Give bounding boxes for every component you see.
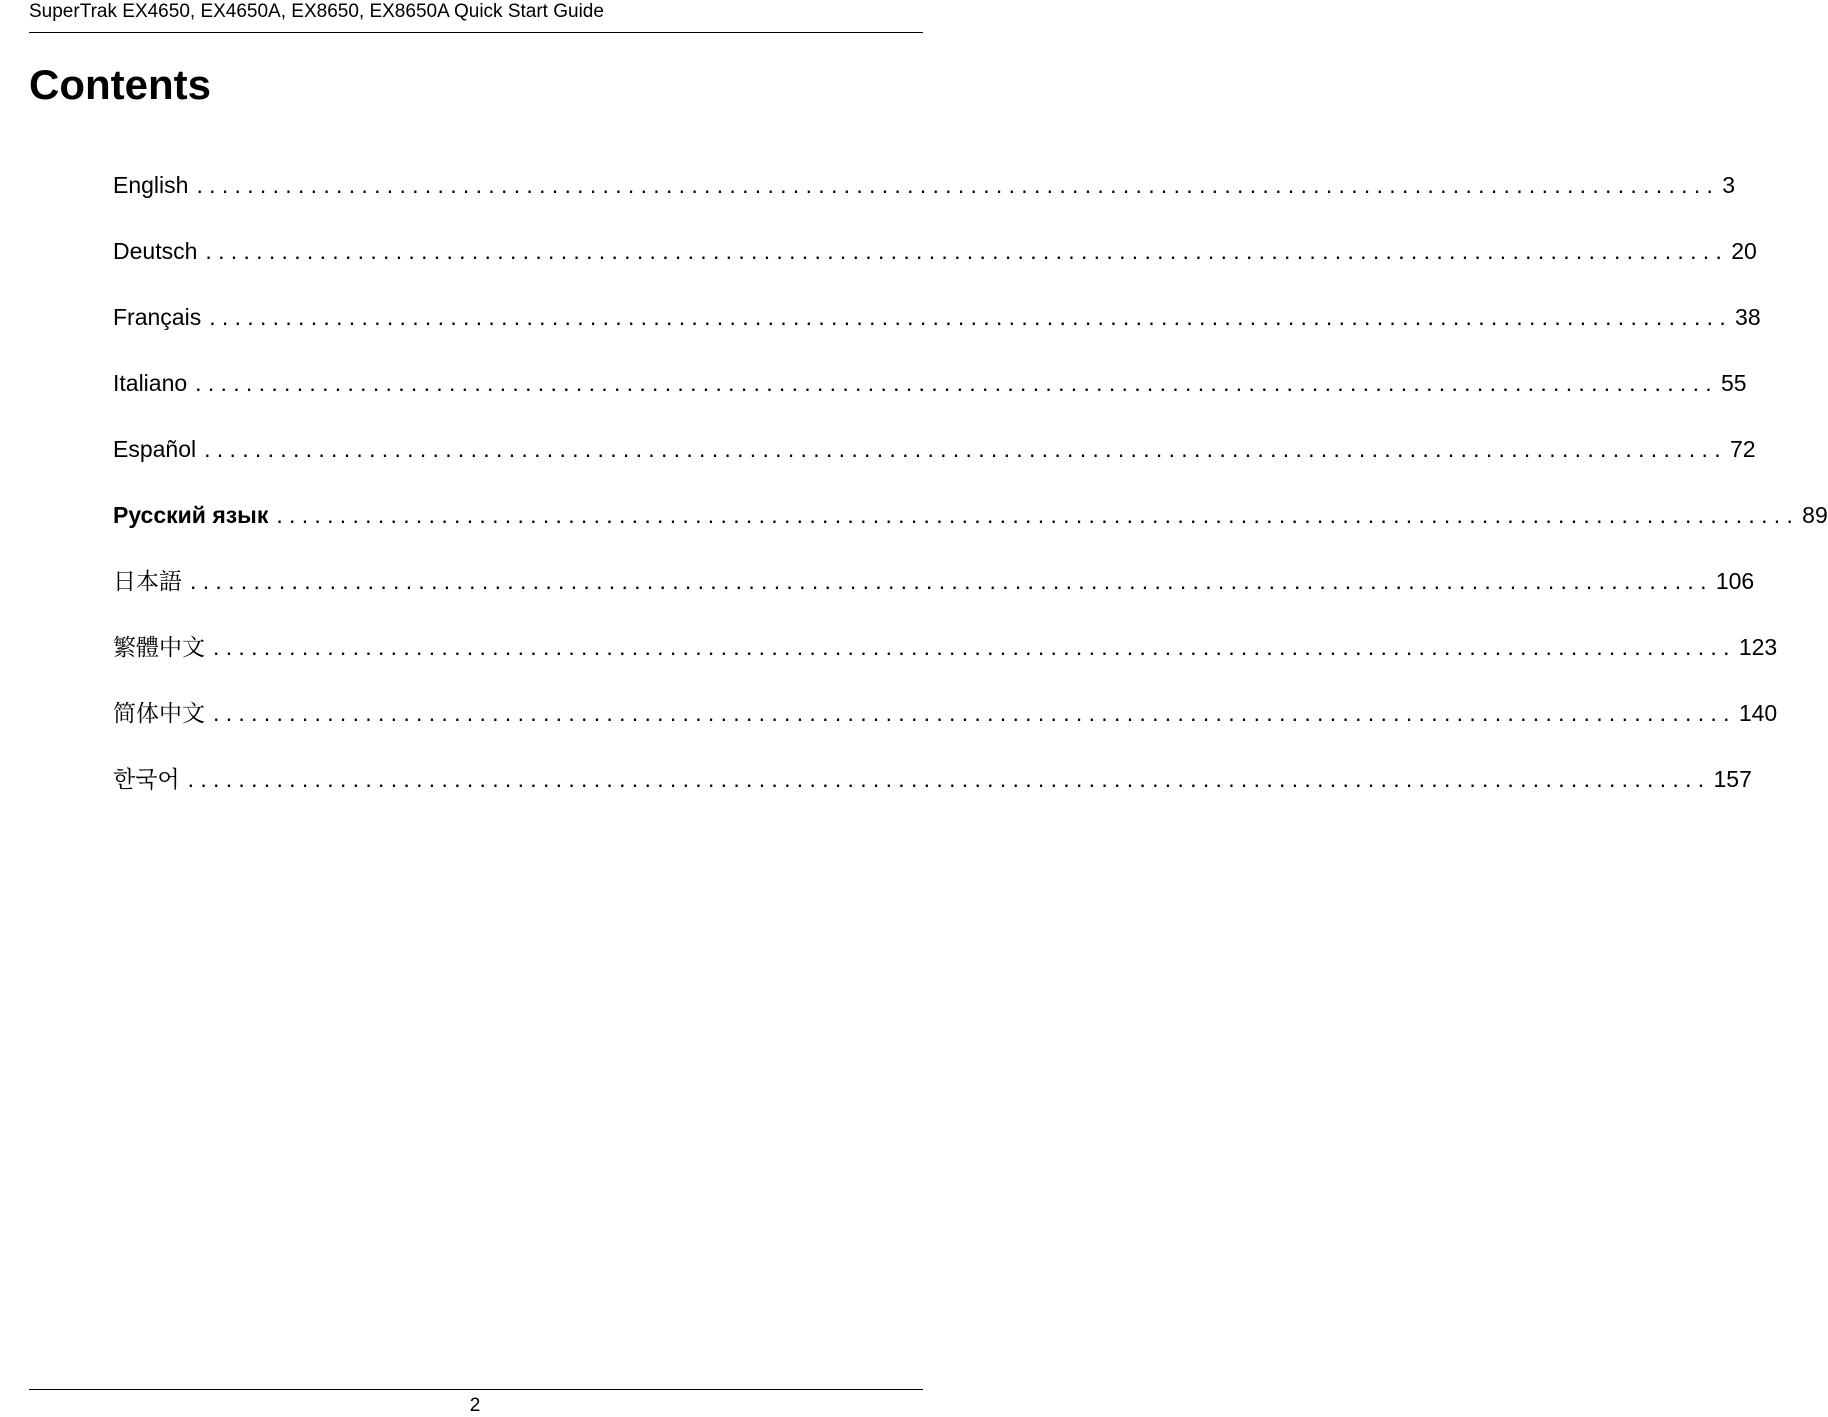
toc-entry-deutsch[interactable] bbox=[113, 230, 1757, 296]
toc-entry-page: 123 bbox=[1738, 634, 1778, 660]
toc-entry-page: 55 bbox=[1721, 370, 1747, 396]
toc-entry-traditional-chinese[interactable] bbox=[113, 626, 1778, 692]
toc-entry-label: Italiano bbox=[113, 370, 188, 396]
toc-entry-page: 89 bbox=[1802, 502, 1828, 528]
dot-leader: ........................................................................................................................ bbox=[190, 568, 1713, 594]
toc-entry-italiano[interactable] bbox=[113, 362, 1747, 428]
footer-rule bbox=[29, 1389, 923, 1390]
toc-entry-label: Français bbox=[113, 304, 202, 330]
table-of-contents bbox=[113, 164, 1828, 824]
page-title: Contents bbox=[29, 61, 211, 108]
dot-leader: ........................................................................................................................ bbox=[196, 172, 1720, 198]
dot-leader: ........................................................................................................................ bbox=[187, 766, 1711, 792]
toc-entry-francais[interactable] bbox=[113, 296, 1761, 362]
toc-entry-label: 한국어 bbox=[113, 766, 180, 792]
dot-leader: ........................................................................................................................ bbox=[213, 700, 1736, 726]
dot-leader: ........................................................................................................................ bbox=[195, 370, 1718, 396]
toc-entry-page: 20 bbox=[1731, 238, 1757, 264]
dot-leader: ........................................................................................................................ bbox=[204, 436, 1727, 462]
toc-entry-page: 72 bbox=[1729, 436, 1756, 462]
dot-leader: ........................................................................................................................ bbox=[209, 304, 1733, 330]
toc-entry-label: Русский язык bbox=[113, 502, 269, 528]
dot-leader: ........................................................................................................................ bbox=[276, 502, 1800, 528]
toc-entry-russian[interactable] bbox=[113, 494, 1828, 560]
toc-entry-page: 106 bbox=[1715, 568, 1755, 594]
toc-entry-page: 157 bbox=[1713, 766, 1752, 792]
toc-entry-label: Deutsch bbox=[113, 238, 198, 264]
toc-entry-page: 140 bbox=[1738, 700, 1778, 726]
toc-entry-label: 日本語 bbox=[113, 568, 182, 594]
page-number: 2 bbox=[469, 1395, 481, 1416]
toc-entry-label: 简体中文 bbox=[113, 700, 205, 726]
toc-entry-label: English bbox=[113, 172, 189, 198]
header-rule bbox=[29, 32, 923, 33]
toc-entry-simplified-chinese[interactable] bbox=[113, 692, 1778, 758]
dot-leader: ........................................................................................................................ bbox=[205, 238, 1729, 264]
dot-leader: ........................................................................................................................ bbox=[213, 634, 1736, 660]
toc-entry-korean[interactable] bbox=[113, 758, 1752, 824]
toc-entry-page: 3 bbox=[1722, 172, 1736, 198]
running-header: SuperTrak EX4650, EX4650A, EX8650, EX8650A Quick Start Guide bbox=[29, 1, 604, 22]
toc-entry-page: 38 bbox=[1735, 304, 1761, 330]
toc-entry-japanese[interactable] bbox=[113, 560, 1755, 626]
toc-entry-label: 繁體中文 bbox=[113, 634, 205, 660]
toc-entry-espanol[interactable] bbox=[113, 428, 1756, 494]
toc-entry-label: Español bbox=[113, 436, 197, 462]
toc-entry-english[interactable] bbox=[113, 164, 1736, 230]
